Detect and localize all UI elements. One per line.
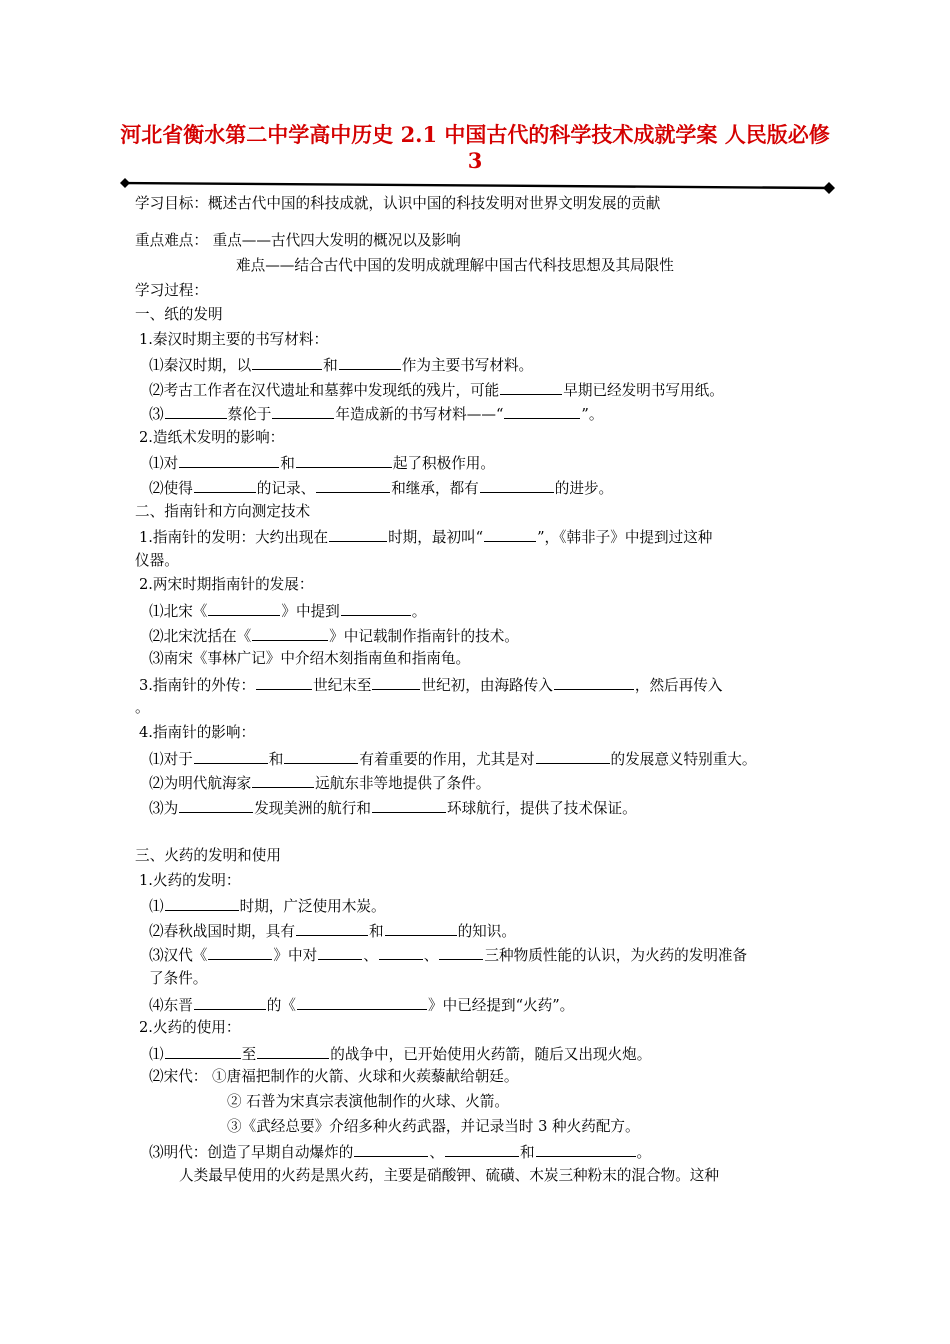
line-text: ⑶ (149, 406, 164, 423)
worksheet-line (179, 1168, 719, 1184)
line-text: ⑵北宋沈括在《 (149, 628, 252, 645)
worksheet-line (149, 750, 757, 766)
line-text: 1.火药的发明： (139, 872, 241, 889)
worksheet-line (139, 873, 241, 889)
line-text: 世纪末至 (313, 677, 372, 694)
line-text: 有着重要的作用，尤其是对 (359, 751, 535, 768)
line-text: ⑴北宋《 (149, 603, 208, 620)
fill-in-blank[interactable] (165, 405, 227, 419)
worksheet-line (149, 1045, 651, 1061)
worksheet-line (135, 553, 179, 569)
fill-in-blank[interactable] (354, 1143, 428, 1157)
line-text: 至 (241, 1046, 257, 1063)
line-text: ⑶南宋《事林广记》中介绍木刻指南鱼和指南龟。 (149, 650, 471, 667)
line-text: 》中对 (273, 947, 318, 964)
fill-in-blank[interactable] (194, 750, 268, 764)
worksheet-line (135, 196, 660, 212)
fill-in-blank[interactable] (252, 627, 328, 641)
line-text: 的进步。 (554, 480, 614, 497)
line-text: 和 (280, 455, 295, 472)
line-text: 学习目标：概述古代中国的科技成就，认识中国的科技发明对世界文明发展的贡献 (135, 195, 661, 212)
line-text: 作为主要书写材料。 (401, 357, 534, 374)
line-text: 时期，广泛使用木炭。 (239, 898, 386, 915)
document-title: 河北省衡水第二中学高中历史 2.1 中国古代的科学技术成就学案 人民版必修3 (120, 122, 830, 173)
fill-in-blank[interactable] (252, 356, 322, 370)
fill-in-blank[interactable] (208, 946, 272, 960)
line-text: ② 石普为宋真宗表演他制作的火球、火箭。 (227, 1093, 509, 1110)
line-text: 蔡伦于 (227, 406, 272, 423)
line-text: 1.秦汉时期主要的书写材料： (139, 331, 329, 348)
worksheet-line (149, 946, 747, 962)
worksheet-line (236, 258, 674, 274)
line-text: ⑴对于 (149, 751, 193, 768)
fill-in-blank[interactable] (504, 405, 580, 419)
line-text: 了条件。 (149, 970, 208, 987)
line-text: 。 (135, 699, 150, 716)
worksheet-line (227, 1094, 509, 1110)
fill-in-blank[interactable] (536, 1143, 636, 1157)
worksheet-line (149, 627, 519, 643)
line-text: 2.两宋时期指南针的发展： (139, 576, 314, 593)
fill-in-blank[interactable] (385, 922, 457, 936)
line-text: 学习过程： (135, 282, 208, 299)
line-text: 早期已经发明书写用纸。 (563, 382, 724, 399)
line-text: 和 (323, 357, 338, 374)
worksheet-line (149, 774, 490, 790)
worksheet-line (149, 971, 207, 987)
fill-in-blank[interactable] (194, 479, 256, 493)
line-text: 年造成新的书写材料——“ (335, 406, 504, 423)
fill-in-blank[interactable] (296, 922, 368, 936)
line-text: ⑶汉代《 (149, 947, 208, 964)
worksheet-body (135, 0, 825, 1344)
worksheet-line (149, 996, 574, 1012)
line-text: ⑶明代：创造了早期自动爆炸的 (149, 1144, 354, 1161)
line-text: 的记录、 (256, 480, 316, 497)
fill-in-blank[interactable] (329, 528, 387, 542)
line-text: 。 (636, 1144, 652, 1161)
line-text: 一、纸的发明 (135, 306, 223, 323)
fill-in-blank[interactable] (318, 946, 362, 960)
worksheet-line (139, 430, 284, 446)
worksheet-line (149, 479, 613, 495)
line-text: 。 (411, 603, 427, 620)
fill-in-blank[interactable] (297, 996, 427, 1010)
line-text: 世纪初，由海路传入 (421, 677, 553, 694)
line-text: ⑵宋代： ①唐福把制作的火箭、火球和火蒺藜献给朝廷。 (149, 1068, 519, 1085)
worksheet-line (135, 848, 281, 864)
line-text: 难点——结合古代中国的发明成就理解中国古代科技思想及其局限性 (236, 257, 674, 274)
fill-in-blank[interactable] (379, 946, 423, 960)
fill-in-blank[interactable] (284, 750, 358, 764)
worksheet-line (149, 922, 516, 938)
worksheet-line (135, 283, 208, 299)
worksheet-line (149, 1143, 651, 1159)
line-text: 起了积极作用。 (392, 455, 495, 472)
worksheet-line (149, 602, 426, 618)
line-text: ”，《韩非子》中提到过这种 (537, 529, 713, 546)
worksheet-line (149, 799, 637, 815)
worksheet-line (135, 307, 223, 323)
line-text: 、 (363, 947, 378, 964)
fill-in-blank[interactable] (194, 996, 266, 1010)
line-text: 、 (429, 1144, 444, 1161)
fill-in-blank[interactable] (536, 750, 610, 764)
line-text: 二、指南针和方向测定技术 (135, 503, 311, 520)
fill-in-blank[interactable] (554, 676, 634, 690)
line-text: 、 (423, 947, 439, 964)
line-text: 三、火药的发明和使用 (135, 847, 281, 864)
left-diamond-icon (120, 178, 130, 188)
line-text: 重点难点： 重点——古代四大发明的概况以及影响 (135, 232, 461, 249)
fill-in-blank[interactable] (272, 405, 334, 419)
line-text: ，然后再传入 (634, 677, 723, 694)
line-text: ⑷东晋 (149, 997, 193, 1014)
line-text: 2.造纸术发明的影响： (139, 429, 285, 446)
line-text: ⑴ (149, 898, 164, 915)
worksheet-line (149, 405, 603, 421)
fill-in-blank[interactable] (372, 676, 420, 690)
line-text: ⑴ (149, 1046, 164, 1063)
line-text: ⑵考古工作者在汉代遗址和墓葬中发现纸的残片，可能 (149, 382, 500, 399)
worksheet-line (149, 454, 495, 470)
worksheet-line (139, 1020, 241, 1036)
fill-in-blank[interactable] (179, 454, 279, 468)
line-text: ⑴对 (149, 455, 179, 472)
line-text: 的发展意义特别重大。 (610, 751, 757, 768)
line-text: 》中提到 (281, 603, 340, 620)
worksheet-line (135, 504, 310, 520)
fill-in-blank[interactable] (179, 799, 253, 813)
line-text: 和 (268, 751, 284, 768)
line-text: ⑵为明代航海家 (149, 775, 252, 792)
worksheet-line (227, 1119, 640, 1135)
line-text: 和 (519, 1144, 535, 1161)
line-text: 和 (368, 923, 384, 940)
line-text: ⑶为 (149, 800, 179, 817)
worksheet-line (135, 700, 150, 716)
fill-in-blank[interactable] (341, 602, 411, 616)
line-text: 》中已经提到“火药”。 (428, 997, 575, 1014)
line-text: 仪器。 (135, 552, 179, 569)
line-text: 人类最早使用的火药是黑火药，主要是硝酸钾、硫磺、木炭三种粉末的混合物。这种 (179, 1167, 719, 1184)
line-text: 4.指南针的影响： (139, 724, 256, 741)
worksheet-line (149, 1069, 519, 1085)
fill-in-blank[interactable] (316, 479, 390, 493)
worksheet-line (135, 233, 461, 249)
fill-in-blank[interactable] (165, 897, 239, 911)
worksheet-line (149, 897, 386, 913)
worksheet-line (139, 725, 255, 741)
line-text: ⑵使得 (149, 480, 193, 497)
worksheet-line (149, 651, 470, 667)
fill-in-blank[interactable] (339, 356, 401, 370)
worksheet-line (139, 528, 712, 544)
fill-in-blank[interactable] (500, 381, 562, 395)
fill-in-blank[interactable] (296, 454, 392, 468)
line-text: 》中记载制作指南针的技术。 (329, 628, 519, 645)
line-text: 远航东非等地提供了条件。 (315, 775, 491, 792)
worksheet-line (149, 381, 724, 397)
line-text: 三种物质性能的认识，为火药的发明准备 (484, 947, 748, 964)
line-text: 2.火药的使用： (139, 1019, 241, 1036)
line-text: 1.指南针的发明：大约出现在 (139, 529, 329, 546)
line-text: 的知识。 (457, 923, 516, 940)
fill-in-blank[interactable] (252, 774, 314, 788)
fill-in-blank[interactable] (439, 946, 483, 960)
line-text: 环球航行，提供了技术保证。 (446, 800, 637, 817)
line-text: 的战争中，已开始使用火药箭，随后又出现火炮。 (330, 1046, 652, 1063)
worksheet-line (139, 332, 328, 348)
fill-in-blank[interactable] (480, 479, 554, 493)
fill-in-blank[interactable] (484, 528, 536, 542)
fill-in-blank[interactable] (256, 676, 312, 690)
fill-in-blank[interactable] (165, 1045, 241, 1059)
line-text: ③《武经总要》介绍多种火药武器，并记录当时 3 种火药配方。 (227, 1118, 640, 1135)
line-text: 时期，最初叫“ (388, 529, 484, 546)
line-text: 3.指南针的外传： (139, 677, 256, 694)
fill-in-blank[interactable] (372, 799, 446, 813)
fill-in-blank[interactable] (208, 602, 280, 616)
line-text: 发现美洲的航行和 (254, 800, 371, 817)
fill-in-blank[interactable] (445, 1143, 519, 1157)
line-text: ⑴秦汉时期，以 (149, 357, 252, 374)
fill-in-blank[interactable] (257, 1045, 329, 1059)
worksheet-line (139, 577, 313, 593)
line-text: 的《 (266, 997, 296, 1014)
line-text: ”。 (581, 406, 604, 423)
worksheet-line (149, 356, 533, 372)
line-text: ⑵春秋战国时期，具有 (149, 923, 295, 940)
worksheet-line (139, 676, 722, 692)
line-text: 和继承，都有 (391, 480, 479, 497)
